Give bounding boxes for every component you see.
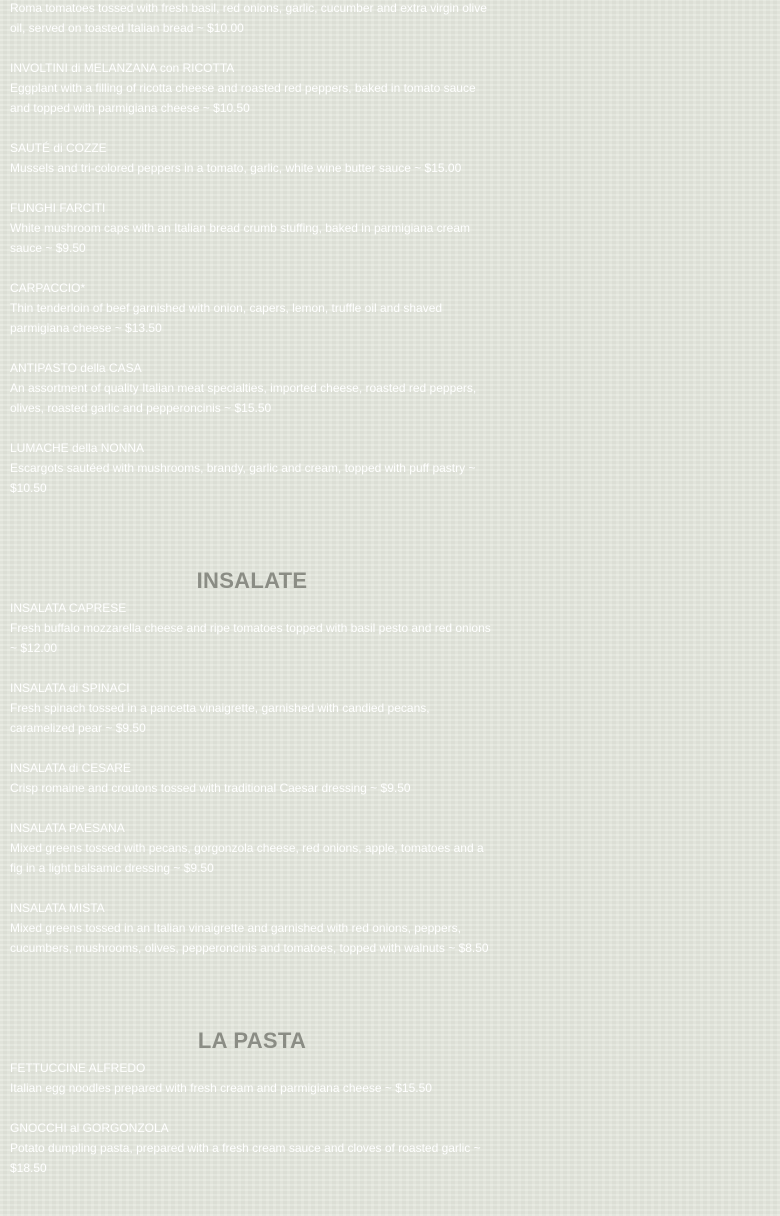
- menu-item-description: Fresh spinach tossed in a pancetta vinaigrette, garnished with candied pecans, caramelized pear ~ $9.50: [10, 701, 430, 735]
- menu-item-name: INSALATA CAPRESE: [10, 601, 127, 615]
- menu-item-name: INSALATA PAESANA: [10, 821, 125, 835]
- menu-item: [10, 1118, 494, 1178]
- menu-item-description: Italian egg noodles prepared with fresh cream and parmigiana cheese ~ $15.50: [10, 1081, 432, 1095]
- menu-section-la-pasta: [10, 1026, 494, 1178]
- menu-item-description: An assortment of quality Italian meat specialties, imported cheese, roasted red peppers, olives, roasted garlic and pepperoncinis ~ $15.50: [10, 381, 477, 415]
- menu-item-description: White mushroom caps with an Italian bread crumb stuffing, baked in parmigiana cream sauce ~ $9.50: [10, 221, 471, 255]
- menu-item-description: Potato dumpling pasta, prepared with a fresh cream sauce and cloves of roasted garlic ~ $18.50: [10, 1141, 481, 1175]
- menu-item-name: ANTIPASTO della CASA: [10, 361, 142, 375]
- menu-item-name: FUNGHI FARCITI: [10, 201, 106, 215]
- menu-item: [10, 818, 494, 878]
- section-title: INSALATE: [196, 568, 308, 593]
- menu-item-name: INVOLTINI di MELANZANA con RICOTTA: [10, 61, 235, 75]
- menu-column: [10, 0, 494, 1198]
- menu-item: [10, 278, 494, 338]
- menu-item: [10, 0, 494, 38]
- menu-item-name: GNOCCHI al GORGONZOLA: [10, 1121, 169, 1135]
- menu-item-name: INSALATA di SPINACI: [10, 681, 130, 695]
- section-title: LA PASTA: [197, 1028, 307, 1053]
- menu-item-name: INSALATA di CESARE: [10, 761, 131, 775]
- menu-item-name: SAUTÉ di COZZE: [10, 141, 107, 155]
- menu-item-name: INSALATA MISTA: [10, 901, 105, 915]
- menu-item: [10, 1058, 494, 1098]
- menu-item-description: Mussels and tri-colored peppers in a tomato, garlic, white wine butter sauce ~ $15.00: [10, 161, 462, 175]
- menu-item-description: Eggplant with a filling of ricotta cheese and roasted red peppers, baked in tomato sauce and topped with parmigiana cheese ~ $10.50: [10, 81, 476, 115]
- menu-item: [10, 898, 494, 958]
- menu-item: [10, 198, 494, 258]
- menu-item-description: Fresh buffalo mozzarella cheese and ripe tomatoes topped with basil pesto and red onions ~ $12.00: [10, 621, 491, 655]
- menu-item: [10, 758, 494, 798]
- menu-item: [10, 58, 494, 118]
- menu-item-name: FETTUCCINE ALFREDO: [10, 1061, 146, 1075]
- menu-item: [10, 678, 494, 738]
- menu-item-description: Mixed greens tossed with pecans, gorgonzola cheese, red onions, apple, tomatoes and a fig in a light balsamic dressing ~ $9.50: [10, 841, 484, 875]
- menu-item-name: LUMACHE della NONNA: [10, 441, 145, 455]
- menu-item: [10, 438, 494, 498]
- menu-item-description: Mixed greens tossed in an Italian vinaigrette and garnished with red onions, peppers, cucumbers, mushrooms, olives, pepperoncinis and tomatoes, topped with walnuts ~ $8.50: [10, 921, 489, 955]
- menu-item-description: Roma tomatoes tossed with fresh basil, red onions, garlic, cucumber and extra virgin olive oil, served on toasted Italian bread ~ $10.00: [10, 1, 487, 35]
- menu-item: [10, 358, 494, 418]
- menu-section-insalate: [10, 566, 494, 958]
- menu-item-name: CARPACCIO*: [10, 281, 86, 295]
- menu-item-description: Crisp romaine and croutons tossed with traditional Caesar dressing ~ $9.50: [10, 781, 411, 795]
- menu-item: [10, 598, 494, 658]
- menu-section-antipasti: [10, 0, 494, 498]
- menu-item-description: Escargots sautéed with mushrooms, brandy, garlic and cream, topped with puff pastry ~ $10.50: [10, 461, 476, 495]
- menu-item: [10, 138, 494, 178]
- menu-item-description: Thin tenderloin of beef garnished with onion, capers, lemon, truffle oil and shaved parmigiana cheese ~ $13.50: [10, 301, 443, 335]
